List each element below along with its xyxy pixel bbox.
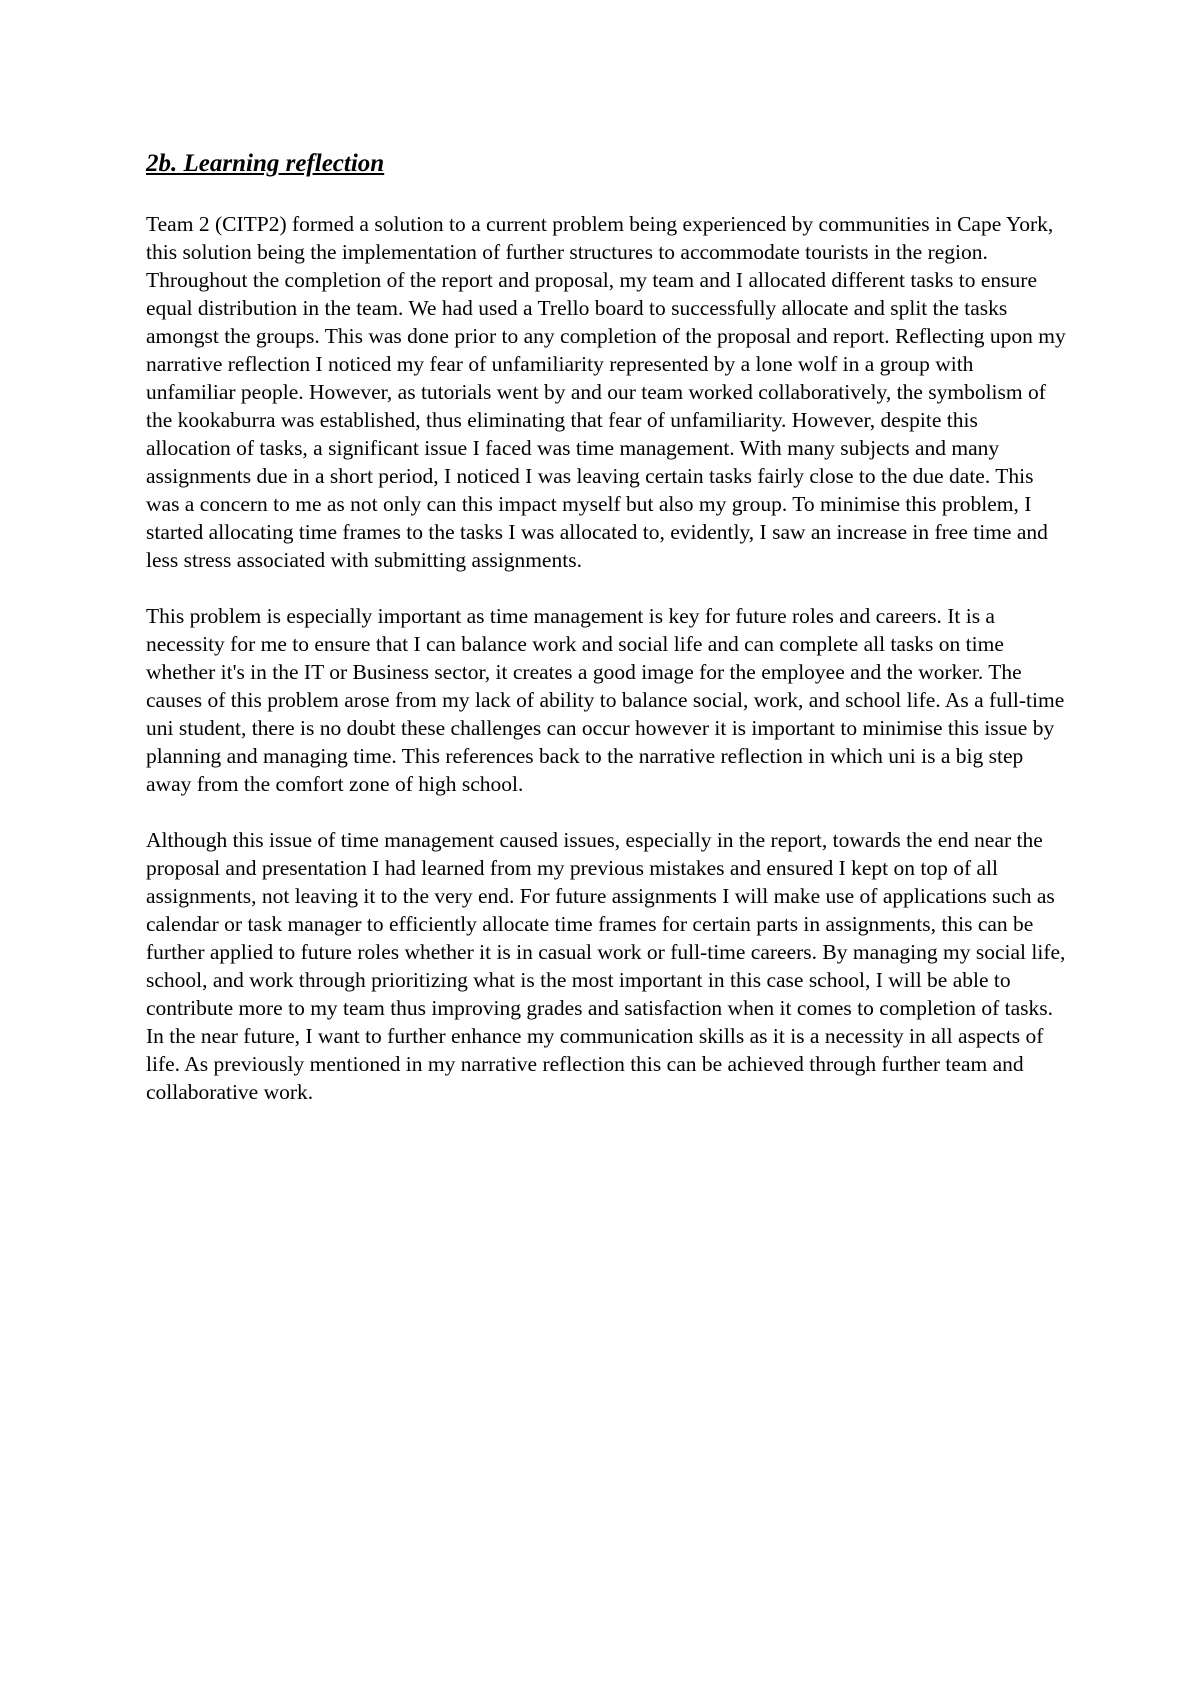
section-heading: 2b. Learning reflection [146,150,385,177]
paragraph-1: Team 2 (CITP2) formed a solution to a current problem being experienced by communities in Cape York, this solution being the implementation of further structures to accommodate tourists in the region. Throughout the completion of the report and proposal, my team and I allocated different tasks to ensure equal distribution in the team. We had used a Trello board to successfully allocate and split the tasks amongst the groups. This was done prior to any completion of the proposal and report. Reflecting upon my narrative reflection I noticed my fear of unfamiliarity represented by a lone wolf in a group with unfamiliar people. However, as tutorials went by and our team worked collaboratively, the symbolism of the kookaburra was established, thus eliminating that fear of unfamiliarity. However, despite this allocation of tasks, a significant issue I faced was time management. With many subjects and many assignments due in a short period, I noticed I was leaving certain tasks fairly close to the due date. This was a concern to me as not only can this impact myself but also my group. To minimise this problem, I started allocating time frames to the tasks I was allocated to, evidently, I saw an increase in free time and less stress associated with submitting assignments. [146,212,1066,572]
document-body [146,148,1066,1134]
paragraph-3: Although this issue of time management caused issues, especially in the report, towards the end near the proposal and presentation I had learned from my previous mistakes and ensured I kept on top of all assignments, not leaving it to the very end. For future assignments I will make use of applications such as calendar or task manager to efficiently allocate time frames for certain parts in assignments, this can be further applied to future roles whether it is in casual work or full-time careers. By managing my social life, school, and work through prioritizing what is the most important in this case school, I will be able to contribute more to my team thus improving grades and satisfaction when it comes to completion of tasks. In the near future, I want to further enhance my communication skills as it is a necessity in all aspects of life. As previously mentioned in my narrative reflection this can be achieved through further team and collaborative work. [146,828,1066,1104]
paragraph-2: This problem is especially important as time management is key for future roles and careers. It is a necessity for me to ensure that I can balance work and social life and can complete all tasks on time whether it's in the IT or Business sector, it creates a good image for the employee and the worker. The causes of this problem arose from my lack of ability to balance social, work, and school life. As a full-time uni student, there is no doubt these challenges can occur however it is important to minimise this issue by planning and managing time. This references back to the narrative reflection in which uni is a big step away from the comfort zone of high school. [146,604,1065,796]
